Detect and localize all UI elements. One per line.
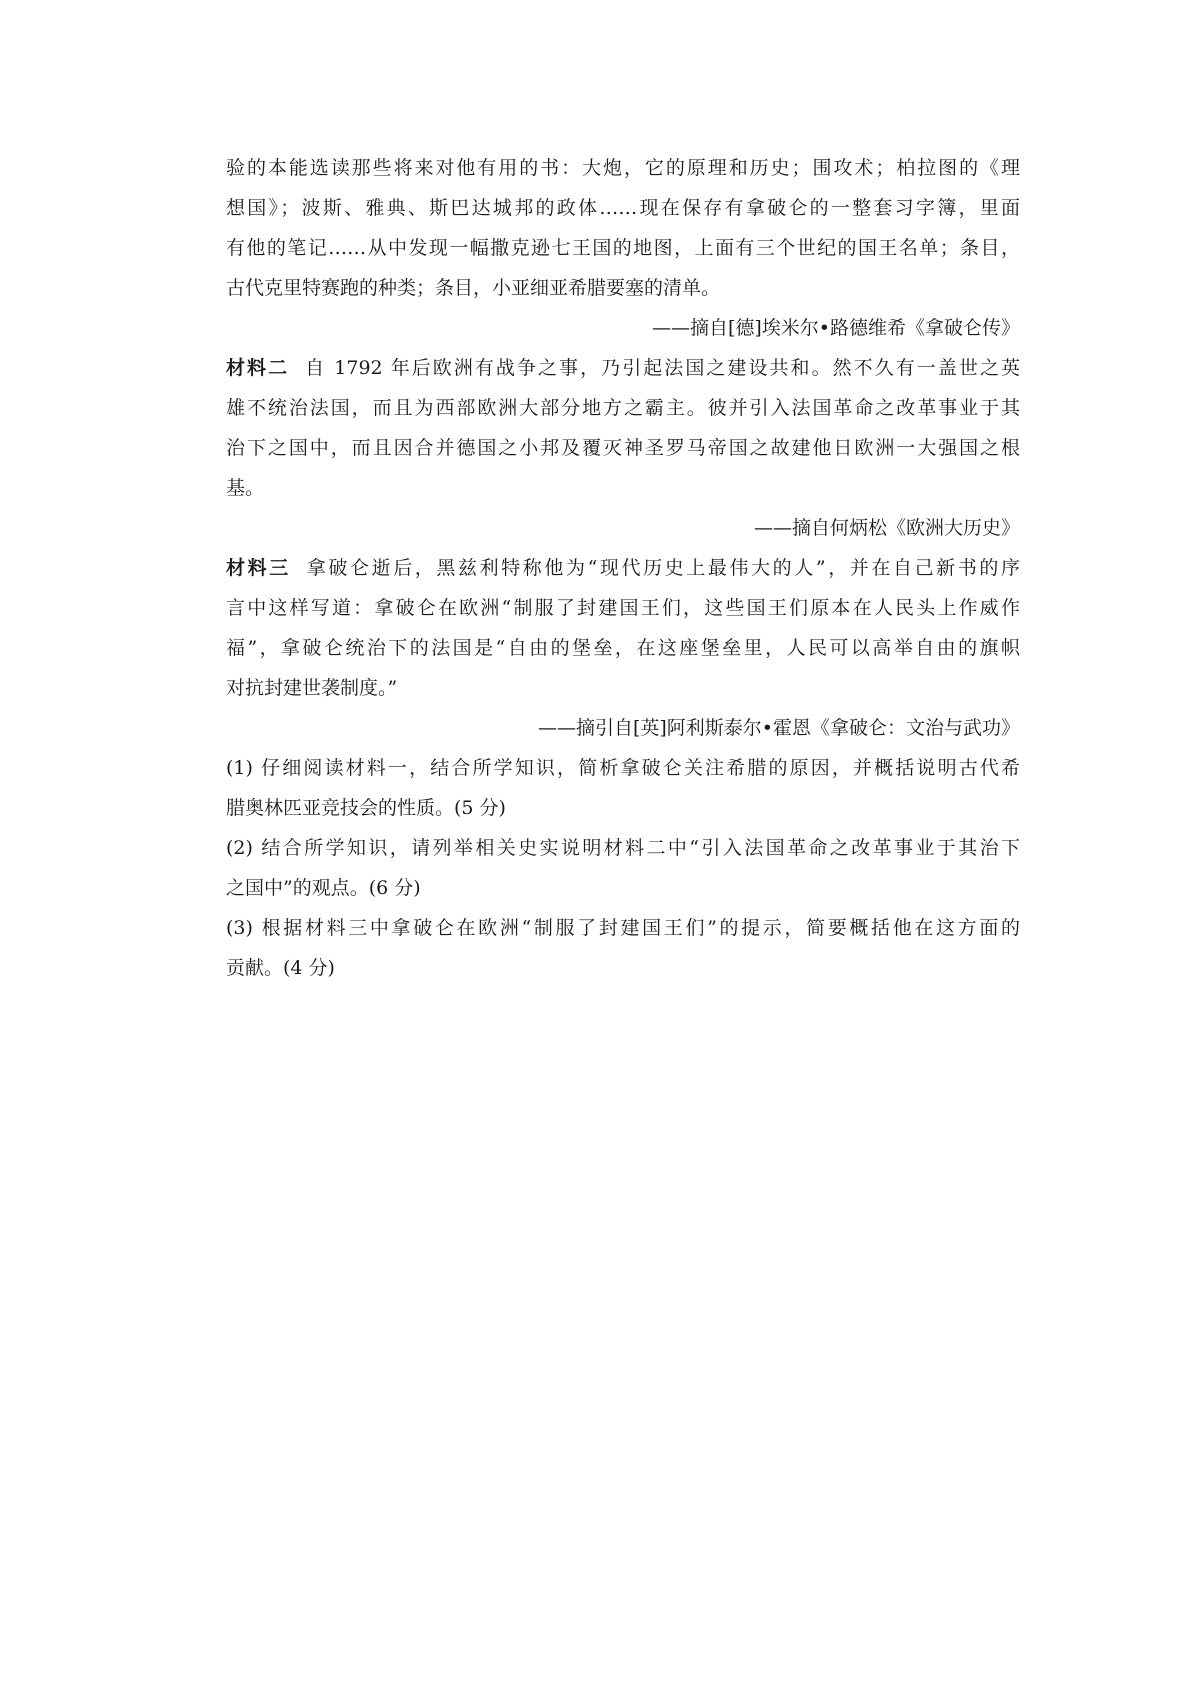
material-1-source: ——摘自[德]埃米尔•路德维希《拿破仑传》	[651, 317, 1020, 339]
question-line: 贡献。(4 分)	[226, 957, 335, 979]
material-3-line: 言中这样写道：拿破仑在欧洲“制服了封建国王们，这些国王们原本在人民头上作威作	[226, 597, 1020, 619]
material-3	[226, 548, 1020, 748]
material-3-line: 福”，拿破仑统治下的法国是“自由的堡垒，在这座堡垒里，人民可以高举自由的旗帜	[226, 637, 1020, 659]
question-line: (2) 结合所学知识，请列举相关史实说明材料二中“引入法国革命之改革事业于其治下	[226, 837, 1020, 859]
material-2-line: 基。	[226, 477, 265, 499]
material-2-first-line	[226, 348, 1020, 388]
material-3-source: ——摘引自[英]阿利斯泰尔•霍恩《拿破仑：文治与武功》	[537, 717, 1020, 739]
material-1-line: 有他的笔记……从中发现一幅撒克逊七王国的地图，上面有三个世纪的国王名单；条目，	[226, 237, 1020, 259]
page-content	[226, 148, 1020, 988]
material-2	[226, 348, 1020, 548]
question-list	[226, 748, 1020, 988]
material-1-line: 古代克里特赛跑的种类；条目，小亚细亚希腊要塞的清单。	[226, 277, 721, 299]
question-line: 腊奥林匹亚竞技会的性质。(5 分)	[226, 797, 506, 819]
material-1-line: 验的本能选读那些将来对他有用的书：大炮，它的原理和历史；围攻术；柏拉图的《理	[226, 157, 1020, 179]
question-line: (1) 仔细阅读材料一，结合所学知识，简析拿破仑关注希腊的原因，并概括说明古代希	[226, 757, 1020, 779]
material-2-line: 治下之国中，而且因合并德国之小邦及覆灭神圣罗马帝国之故建他日欧洲一大强国之根	[226, 437, 1020, 459]
material-3-line: 拿破仑逝后，黑兹利特称他为“现代历史上最伟大的人”，并在自己新书的序	[306, 557, 1020, 579]
material-2-line: 雄不统治法国，而且为西部欧洲大部分地方之霸主。彼并引入法国革命之改革事业于其	[226, 397, 1020, 419]
question-line: 之国中”的观点。(6 分)	[226, 877, 421, 899]
material-2-label: 材料二	[226, 357, 290, 379]
material-1	[226, 148, 1020, 348]
material-1-line: 想国》；波斯、雅典、斯巴达城邦的政体……现在保存有拿破仑的一整套习字簿，里面	[226, 197, 1020, 219]
question-2	[226, 828, 1020, 908]
question-1	[226, 748, 1020, 828]
material-3-first-line	[226, 548, 1020, 588]
material-2-source: ——摘自何炳松《欧洲大历史》	[753, 517, 1020, 539]
material-3-label: 材料三	[226, 557, 291, 579]
material-3-line: 对抗封建世袭制度。”	[226, 677, 398, 699]
question-line: (3) 根据材料三中拿破仑在欧洲“制服了封建国王们”的提示，简要概括他在这方面的	[226, 917, 1020, 939]
material-2-line: 自 1792 年后欧洲有战争之事，乃引起法国之建设共和。然不久有一盖世之英	[305, 357, 1020, 379]
question-3	[226, 908, 1020, 988]
